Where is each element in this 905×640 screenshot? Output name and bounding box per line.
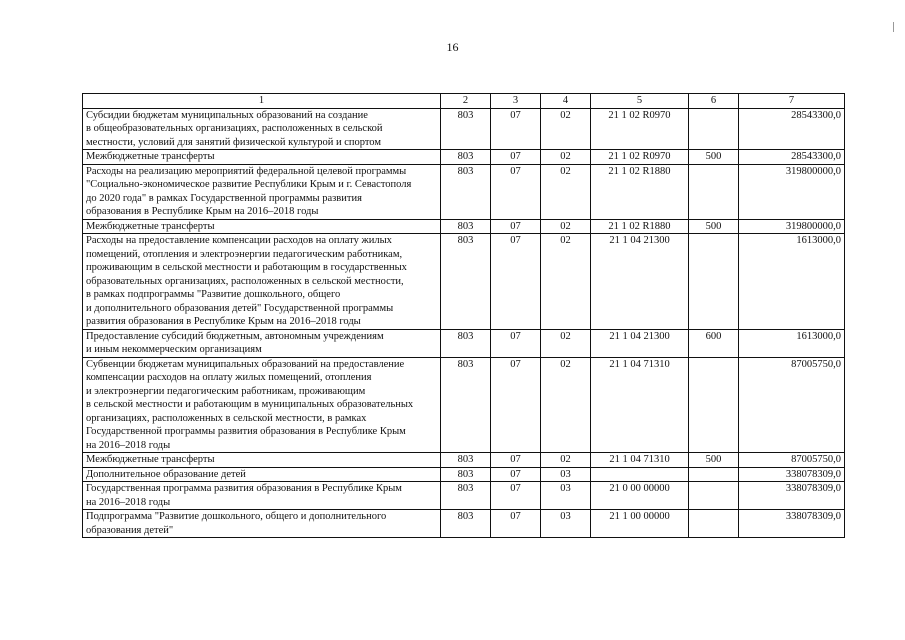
table-header-row (83, 94, 845, 109)
ministry-code: 803 (441, 453, 491, 468)
ministry-code: 803 (441, 510, 491, 538)
subsection-code: 02 (541, 108, 591, 150)
expense-type-code (689, 164, 739, 219)
ministry-code: 803 (441, 108, 491, 150)
column-header: 3 (491, 94, 541, 109)
table-row (83, 357, 845, 453)
subsection-code: 03 (541, 467, 591, 482)
ministry-code: 803 (441, 467, 491, 482)
section-code: 07 (491, 234, 541, 330)
item-description: Государственная программа развития образования в Республике Крым на 2016–2018 годы (83, 482, 441, 510)
amount: 338078309,0 (739, 510, 845, 538)
subsection-code: 03 (541, 482, 591, 510)
subsection-code: 02 (541, 164, 591, 219)
amount: 87005750,0 (739, 357, 845, 453)
subsection-code: 02 (541, 150, 591, 165)
subsection-code: 02 (541, 219, 591, 234)
table-row (83, 510, 845, 538)
table-row (83, 164, 845, 219)
section-code: 07 (491, 150, 541, 165)
amount: 87005750,0 (739, 453, 845, 468)
table-row (83, 482, 845, 510)
ministry-code: 803 (441, 357, 491, 453)
section-code: 07 (491, 108, 541, 150)
expense-type-code (689, 510, 739, 538)
expense-type-code: 600 (689, 329, 739, 357)
table-row (83, 234, 845, 330)
amount: 319800000,0 (739, 164, 845, 219)
section-code: 07 (491, 510, 541, 538)
item-description: Дополнительное образование детей (83, 467, 441, 482)
table-row (83, 150, 845, 165)
page-number: 16 (446, 40, 459, 54)
column-header: 1 (83, 94, 441, 109)
amount: 1613000,0 (739, 329, 845, 357)
column-header: 4 (541, 94, 591, 109)
expense-type-code (689, 482, 739, 510)
item-description: Межбюджетные трансферты (83, 453, 441, 468)
scan-edge-mark (893, 22, 894, 32)
amount: 338078309,0 (739, 482, 845, 510)
target-article-code: 21 1 00 00000 (591, 510, 689, 538)
column-header: 6 (689, 94, 739, 109)
target-article-code: 21 1 02 R0970 (591, 150, 689, 165)
item-description: Расходы на предоставление компенсации расходов на оплату жилых помещений, отопления и электроэнергии педагогическим работникам, проживающим в сельской местности и работающим в государственных образовательных организациях, расположенных в сельской местности, в рамках подпрограммы "Развитие дошкольного, общего и дополнительного образования детей" Государственной программы развития образования в Республике Крым на 2016–2018 годы (83, 234, 441, 330)
table-row (83, 108, 845, 150)
item-description: Расходы на реализацию мероприятий федеральной целевой программы "Социально-экономическое развитие Республики Крым и г. Севастополя до 2020 года" в рамках Государственной программы развития образования в Республике Крым на 2016–2018 годы (83, 164, 441, 219)
table-row (83, 467, 845, 482)
item-description: Предоставление субсидий бюджетным, автономным учреждениям и иным некоммерческим организациям (83, 329, 441, 357)
target-article-code: 21 1 04 71310 (591, 453, 689, 468)
table-row (83, 453, 845, 468)
amount: 28543300,0 (739, 150, 845, 165)
item-description: Субсидии бюджетам муниципальных образований на создание в общеобразовательных организациях, расположенных в сельской местности, условий для занятий физической культурой и спортом (83, 108, 441, 150)
column-header: 5 (591, 94, 689, 109)
table-row (83, 329, 845, 357)
section-code: 07 (491, 357, 541, 453)
table-row (83, 219, 845, 234)
target-article-code: 21 1 02 R1880 (591, 164, 689, 219)
column-header: 2 (441, 94, 491, 109)
amount: 1613000,0 (739, 234, 845, 330)
expense-type-code: 500 (689, 150, 739, 165)
budget-table (82, 93, 845, 538)
item-description: Межбюджетные трансферты (83, 150, 441, 165)
item-description: Межбюджетные трансферты (83, 219, 441, 234)
item-description: Подпрограмма "Развитие дошкольного, общего и дополнительного образования детей" (83, 510, 441, 538)
target-article-code: 21 1 04 71310 (591, 357, 689, 453)
expense-type-code (689, 357, 739, 453)
section-code: 07 (491, 329, 541, 357)
amount: 338078309,0 (739, 467, 845, 482)
target-article-code: 21 0 00 00000 (591, 482, 689, 510)
ministry-code: 803 (441, 164, 491, 219)
target-article-code: 21 1 02 R0970 (591, 108, 689, 150)
section-code: 07 (491, 219, 541, 234)
ministry-code: 803 (441, 482, 491, 510)
subsection-code: 03 (541, 510, 591, 538)
expense-type-code: 500 (689, 219, 739, 234)
subsection-code: 02 (541, 234, 591, 330)
amount: 28543300,0 (739, 108, 845, 150)
target-article-code (591, 467, 689, 482)
expense-type-code (689, 467, 739, 482)
target-article-code: 21 1 04 21300 (591, 234, 689, 330)
ministry-code: 803 (441, 234, 491, 330)
subsection-code: 02 (541, 357, 591, 453)
target-article-code: 21 1 04 21300 (591, 329, 689, 357)
ministry-code: 803 (441, 219, 491, 234)
section-code: 07 (491, 467, 541, 482)
section-code: 07 (491, 453, 541, 468)
item-description: Субвенции бюджетам муниципальных образований на предоставление компенсации расходов на оплату жилых помещений, отопления и электроэнергии педагогическим работникам, проживающим в сельской местности и работающим в муниципальных образовательных организациях, расположенных в сельской местности, в рамках Государственной программы развития образования в Республике Крым на 2016–2018 годы (83, 357, 441, 453)
section-code: 07 (491, 164, 541, 219)
expense-type-code (689, 108, 739, 150)
amount: 319800000,0 (739, 219, 845, 234)
column-header: 7 (739, 94, 845, 109)
expense-type-code: 500 (689, 453, 739, 468)
target-article-code: 21 1 02 R1880 (591, 219, 689, 234)
subsection-code: 02 (541, 453, 591, 468)
ministry-code: 803 (441, 150, 491, 165)
section-code: 07 (491, 482, 541, 510)
subsection-code: 02 (541, 329, 591, 357)
expense-type-code (689, 234, 739, 330)
ministry-code: 803 (441, 329, 491, 357)
